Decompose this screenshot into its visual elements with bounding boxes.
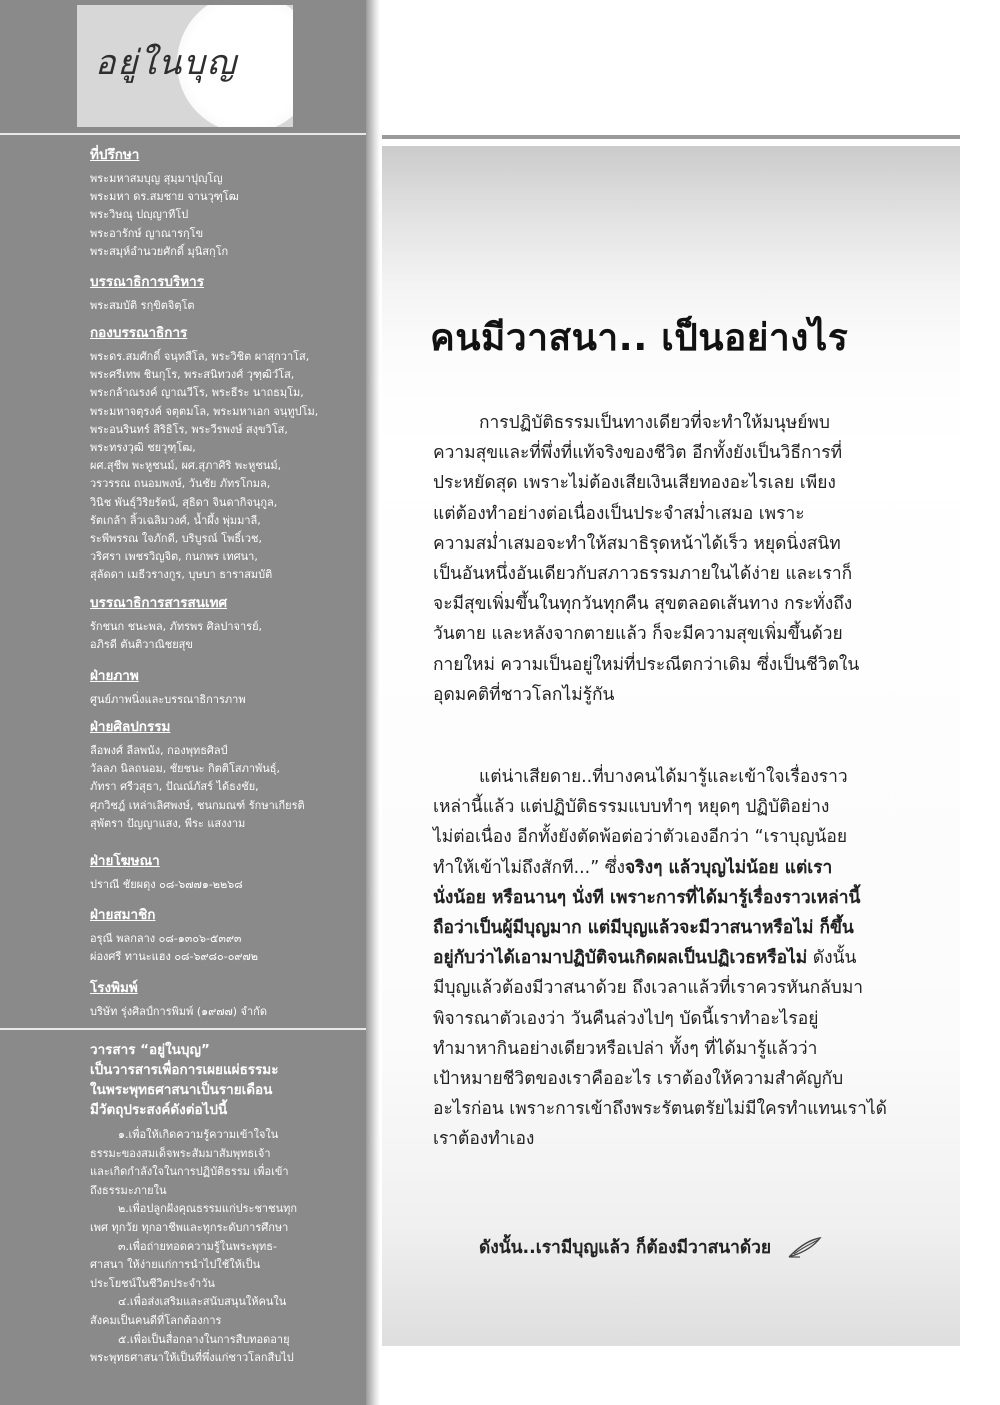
section-lines xyxy=(90,930,352,966)
advisors-section xyxy=(90,146,352,261)
text-line: พระดร.สมศักดิ์ จนฺทสีโล, พระวิชิต ผาสุกวาโส, xyxy=(90,350,310,363)
section-lines xyxy=(90,1003,352,1021)
section-lines xyxy=(90,348,352,585)
section-title: โรงพิมพ์ xyxy=(90,980,138,996)
information-editor-section xyxy=(90,594,352,654)
text-line: วินิช พันธุ์วิริยรัตน์, สุธิดา จินดากิจนุกูล, xyxy=(90,495,278,509)
text-line: เพศ ทุกวัย ทุกอาชีพและทุกระดับการศึกษา xyxy=(90,1220,289,1234)
text-line: ลือพงศ์ ลีลพนัง, กองพุทธศิลป์ xyxy=(90,744,228,757)
text-line: และเกิดกำลังใจในการปฏิบัติธรรม เพื่อเข้า xyxy=(90,1165,289,1179)
section-lines xyxy=(90,297,352,315)
paragraph-line: นั่งน้อย หรือนานๆ นั่งที เพราะการที่ได้มารู้เรื่องราวเหล่านี้ xyxy=(433,887,861,908)
text-line: พระอนรินทร์ สิริธิโร, พระวีรพงษ์ สงฺขวิโส, xyxy=(90,422,288,436)
text-line: รักชนก ชนะพล, ภัทรพร ศิลปาจารย์, xyxy=(90,620,263,633)
text-line: พระกล้าณรงค์ ญาณวีโร, พระธีระ นาถธมฺโม, xyxy=(90,386,304,400)
text-bold: จริงๆ แล้วบุญไม่น้อย แต่เรา xyxy=(625,857,833,878)
sidebar-divider xyxy=(0,133,366,135)
section-lines xyxy=(90,691,352,709)
text-line: ถึงธรรมะภายใน xyxy=(90,1183,167,1197)
text-line: พระศรีเทพ ชินกุโร, พระสนิทวงศ์ วุฑฺฒิวํโส, xyxy=(90,368,295,382)
mission-items xyxy=(90,1126,352,1368)
text-line: ศูนย์ภาพนิ่งและบรรณาธิการภาพ xyxy=(90,693,246,706)
text-line: วันตาย และหลังจากตายแล้ว ก็จะมีความสุขเพิ่มขึ้นด้วย xyxy=(433,624,843,645)
section-title: ฝ่ายศิลปกรรม xyxy=(90,719,171,735)
section-title: กองบรรณาธิการ xyxy=(90,325,188,341)
text-line: อุดมคติที่ชาวโลกไม่รู้กัน xyxy=(433,684,615,705)
paragraph-line: เหล่านี้แล้ว แต่ปฏิบัติธรรมแบบทำๆ หยุดๆ ปฏิบัติอย่าง xyxy=(433,797,830,818)
paragraph-line: เราต้องทำเอง xyxy=(433,1129,535,1150)
text-line: บริษัท รุ่งศิลป์การพิมพ์ (๑๙๗๗) จำกัด xyxy=(90,1005,267,1018)
sidebar xyxy=(0,0,366,1405)
text-line: แต่ต้องทำอย่างต่อเนื่องเป็นประจำสม่ำเสมอ เพราะ xyxy=(433,503,805,524)
text-line: พระอารักษ์ ญาณารกฺโข xyxy=(90,226,204,240)
section-lines xyxy=(90,618,352,654)
editorial-board-section xyxy=(90,324,352,585)
sidebar-shadow xyxy=(366,0,380,1405)
mission-statement xyxy=(90,1040,352,1368)
text-line: พระมหาจตุรงค์ จตุตมโล, พระมหาเอก จนฺทูปโม, xyxy=(90,404,319,418)
text-line: ปราณี ชัยผดุง ๐๘-๖๗๗๑-๒๒๖๘ xyxy=(90,878,243,891)
section-title: บรรณาธิการบริหาร xyxy=(90,274,204,290)
paragraph-line: ไม่ต่อเนื่อง อีกทั้งยังตัดพ้อต่อว่าตัวเองอีกว่า “เราบุญน้อย xyxy=(433,827,848,848)
paragraph-line: ถือว่าเป็นผู้มีบุญมาก แต่มีบุญแล้วจะมีวาสนาหรือไม่ ก็ขึ้น xyxy=(433,918,854,939)
text-line: กายใหม่ ความเป็นอยู่ใหม่ที่ประณีตกว่าเดิม ซึ่งเป็นชีวิตใน xyxy=(433,654,860,675)
section-title: บรรณาธิการสารสนเทศ xyxy=(90,595,228,611)
text-line: ความสุขและที่พึ่งที่แท้จริงของชีวิต อีกทั้งยังเป็นวิธีการที่ xyxy=(433,443,843,464)
executive-editor-section xyxy=(90,273,352,315)
text-line: ๔.เพื่อส่งเสริมและสนับสนุนให้คนใน xyxy=(118,1295,287,1309)
text-line: อภิรดี ตันติวาณิชยสุข xyxy=(90,638,193,652)
text-line: วริศรา เพชรวิญจิต, กนกพร เทศนา, xyxy=(90,550,258,564)
text-line: ประโยชน์ในชีวิตประจำวัน xyxy=(90,1276,215,1290)
text-line: ๓.เพื่อถ่ายทอดความรู้ในพระพุทธ- xyxy=(118,1239,277,1253)
text-line: รัตเกล้า ลิ้วเฉลิมวงศ์, น้ำผึ้ง พุ่มมาลี, xyxy=(90,513,261,527)
text-line: พระสมุห์อำนวยศักดิ์ มุนิสกฺโก xyxy=(90,244,229,258)
paragraph-line xyxy=(433,853,891,883)
paragraph-line: แต่น่าเสียดาย..ที่บางคนได้มารู้และเข้าใจเรื่องราว xyxy=(479,767,848,787)
text-line: พระวิษณุ ปญฺญาทีโป xyxy=(90,208,189,222)
paragraph-line: มีบุญแล้วต้องมีวาสนาด้วย ถึงเวลาแล้วที่เราควรหันกลับมา xyxy=(433,978,864,999)
leaf-flourish-icon xyxy=(788,1236,822,1258)
photo-department-section xyxy=(90,667,352,709)
text-line: พระมหาสมบุญ สุมฺมาปุญฺโญ xyxy=(90,172,223,185)
header-rule xyxy=(382,135,960,139)
text-line: อรุณี พลกลาง ๐๘-๑๓๐๖-๕๓๙๓ xyxy=(90,932,242,945)
paragraph-line: อะไรก่อน เพราะการเข้าถึงพระรัตนตรัยไม่มีใครทำแทนเราได้ xyxy=(433,1099,887,1120)
text-line: ศุภวิชฎ์ เหล่าเลิศพงษ์, ชนกมณฑ์ รักษาเกียรติ xyxy=(90,798,305,812)
text-normal: ทำให้เข้าไม่ถึงสักที...” ซึ่ง xyxy=(433,857,626,878)
paragraph-line xyxy=(433,943,891,973)
section-title: ฝ่ายภาพ xyxy=(90,668,139,684)
mission-title xyxy=(90,1040,352,1120)
text-line: ๕.เพื่อเป็นสื่อกลางในการสืบทอดอายุ xyxy=(118,1332,290,1346)
section-lines xyxy=(90,742,352,833)
text-line: สุพัตรา ปัญญาแสง, พีระ แสงงาม xyxy=(90,816,246,830)
text-line: ผ่องศรี ทานะแฮง ๐๘-๖๙๘๐-๐๙๗๒ xyxy=(90,950,259,964)
text-line: พระมหา ดร.สมชาย จานวุฑฺโฒ xyxy=(90,190,239,204)
text-line: ๒.เพื่อปลูกฝังคุณธรรมแก่ประชาชนทุก xyxy=(118,1202,297,1216)
text-line: การปฏิบัติธรรมเป็นทางเดียวที่จะทำให้มนุษย์พบ xyxy=(479,413,830,433)
article-title: คนมีวาสนา.. เป็นอย่างไร xyxy=(430,316,849,359)
text-line: ภัทรา ศรีวสุธา, ปัณณ์ภัสร์ ได้ธงชัย, xyxy=(90,780,259,794)
text-line: ในพระพุทธศาสนาเป็นรายเดือน xyxy=(90,1082,273,1098)
text-line: ประหยัดสุด เพราะไม่ต้องเสียเงินเสียทองอะไรเลย เพียง xyxy=(433,473,836,494)
text-line: มีวัตถุประสงค์ดังต่อไปนี้ xyxy=(90,1102,228,1118)
paragraph-line: ทำมาหากินอย่างเดียวหรือเปล่า ทั้งๆ ที่ได้มารู้แล้วว่า xyxy=(433,1038,818,1059)
paragraph-line: เป้าหมายชีวิตของเราคืออะไร เราต้องให้ความสำคัญกับ xyxy=(433,1069,844,1090)
text-line: วรวรรณ ถนอมพงษ์, วันชัย ภัทรโกมล, xyxy=(90,477,271,491)
article-paragraph-2 xyxy=(433,762,891,1155)
advertising-section xyxy=(90,852,352,894)
text-line: พระพุทธศาสนาให้เป็นที่พึ่งแก่ชาวโลกสืบไป xyxy=(90,1351,294,1365)
text-line: ผศ.สุชีพ พะหูชนม์, ผศ.สุภาศิริ พะหูชนม์, xyxy=(90,459,282,473)
section-title: ฝ่ายโฆษณา xyxy=(90,853,160,869)
text-line: ระพีพรรณ ใจภักดี, บริบูรณ์ โพธิ์เวช, xyxy=(90,532,262,546)
text-line: จะมีสุขเพิ่มขึ้นในทุกวันทุกคืน สุขตลอดเส้นทาง กระทั่งถึง xyxy=(433,594,853,615)
section-title: ที่ปรึกษา xyxy=(90,147,140,163)
text-line: พระสมบัติ รกฺขิตจิตฺโต xyxy=(90,299,195,312)
paragraph-line: พิจารณาตัวเองว่า วันคืนล่วงไปๆ บัดนี้เราทำอะไรอยู่ xyxy=(433,1008,819,1029)
membership-section xyxy=(90,906,352,966)
text-line: วารสาร “อยู่ในบุญ” xyxy=(90,1042,210,1058)
art-department-section xyxy=(90,718,352,833)
sidebar-divider xyxy=(0,1028,366,1030)
text-line: เป็นวารสารเพื่อการเผยแผ่ธรรมะ xyxy=(90,1062,279,1078)
text-line: สุลัดดา เมธีวรางกูร, บุษบา ธาราสมบัติ xyxy=(90,568,273,582)
section-lines xyxy=(90,170,352,261)
text-normal: ดังนั้น xyxy=(807,948,857,969)
printer-section xyxy=(90,979,352,1021)
section-title: ฝ่ายสมาชิก xyxy=(90,907,156,923)
text-line: ความสม่ำเสมอจะทำให้สมาธิรุดหน้าได้เร็ว หยุดนิ่งสนิท xyxy=(433,533,841,554)
text-line: วัลลภ นิลถนอม, ชัยชนะ กิตติโสภาพันธุ์, xyxy=(90,762,280,776)
text-line: ธรรมะของสมเด็จพระสัมมาสัมพุทธเจ้า xyxy=(90,1146,271,1160)
magazine-logo xyxy=(77,5,293,127)
text-line: ศาสนา ให้ง่ายแก่การนำไปใช้ให้เป็น xyxy=(90,1258,261,1272)
text-line: สังคมเป็นคนดีที่โลกต้องการ xyxy=(90,1313,222,1327)
text-line: ๑.เพื่อให้เกิดความรู้ความเข้าใจใน xyxy=(118,1128,279,1141)
logo-text: อยู่ในบุญ xyxy=(95,43,238,83)
text-bold: อยู่กับว่าได้เอามาปฏิบัติจนเกิดผลเป็นปฏิเวธหรือไม่ xyxy=(433,948,808,969)
article-paragraph-1 xyxy=(433,408,891,710)
text-line: พระทรงวุฒิ ชยวุฑฺโฒ, xyxy=(90,441,196,455)
text-line: เป็นอันหนึ่งอันเดียวกับสภาวธรรมภายในได้ง่าย และเราก็ xyxy=(433,564,853,585)
closing-line: ดังนั้น..เรามีบุญแล้ว ก็ต้องมีวาสนาด้วย xyxy=(479,1238,772,1258)
section-lines xyxy=(90,876,352,894)
